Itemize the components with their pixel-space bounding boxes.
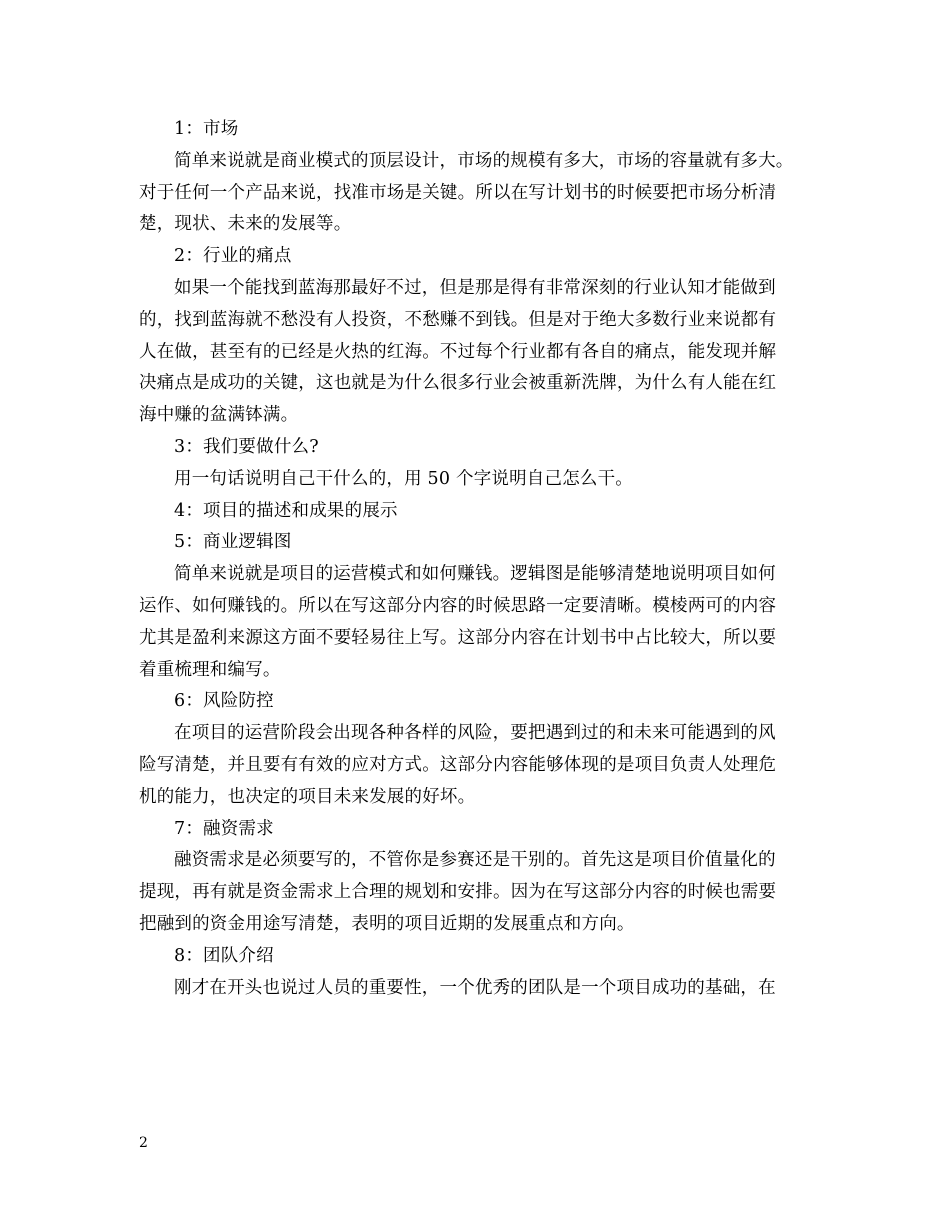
text-line: 险写清楚，并且要有有效的应对方式。这部分内容能够体现的是项目负责人处理危 [139, 754, 777, 775]
text-line: 6：风险防控 [174, 691, 274, 712]
text-line: 简单来说就是项目的运营模式和如何赚钱。逻辑图是能够清楚地说明项目如何 [174, 564, 776, 585]
text-line: 用一句话说明自己干什么的，用 50 个字说明自己怎么干。 [174, 468, 633, 489]
text-line: 提现，再有就是资金需求上合理的规划和安排。因为在写这部分内容的时候也需要 [139, 882, 777, 903]
text-line: 海中赚的盆满钵满。 [139, 405, 299, 426]
document-body [139, 114, 814, 1004]
text-line: 2：行业的痛点 [174, 246, 292, 267]
text-line: 在项目的运营阶段会出现各种各样的风险，要把遇到过的和未来可能遇到的风 [174, 723, 776, 744]
text-line: 3：我们要做什么? [174, 436, 319, 457]
text-line: 5：商业逻辑图 [174, 532, 292, 553]
text-line: 简单来说就是商业模式的顶层设计，市场的规模有多大，市场的容量就有多大。 [174, 150, 794, 171]
text-line: 人在做，甚至有的已经是火热的红海。不过每个行业都有各自的痛点，能发现并解 [139, 341, 777, 362]
text-line: 运作、如何赚钱的。所以在写这部分内容的时候思路一定要清晰。模棱两可的内容 [139, 595, 777, 616]
text-line: 8：团队介绍 [174, 945, 274, 966]
page-number: 2 [139, 1135, 148, 1151]
text-line: 1：市场 [174, 119, 239, 139]
text-line: 对于任何一个产品来说，找准市场是关键。所以在写计划书的时候要把市场分析清 [139, 182, 777, 203]
text-line: 如果一个能找到蓝海那最好不过，但是那是得有非常深刻的行业认知才能做到 [174, 277, 776, 298]
text-line: 的，找到蓝海就不愁没有人投资，不愁赚不到钱。但是对于绝大多数行业来说都有 [139, 309, 777, 330]
text-line: 把融到的资金用途写清楚，表明的项目近期的发展重点和方向。 [139, 913, 635, 934]
text-line: 刚才在开头也说过人员的重要性，一个优秀的团队是一个项目成功的基础，在 [174, 977, 776, 998]
text-line: 着重梳理和编写。 [139, 659, 281, 680]
text-line: 4：项目的描述和成果的展示 [174, 500, 398, 521]
text-line: 7：融资需求 [174, 818, 274, 839]
text-line: 融资需求是必须要写的，不管你是参赛还是干别的。首先这是项目价值量化的 [174, 850, 776, 871]
text-line: 决痛点是成功的关键，这也就是为什么很多行业会被重新洗牌，为什么有人能在红 [139, 373, 777, 394]
text-line: 机的能力，也决定的项目未来发展的好坏。 [139, 786, 476, 807]
text-line: 尤其是盈利来源这方面不要轻易往上写。这部分内容在计划书中占比较大，所以要 [139, 627, 777, 648]
text-line: 楚，现状、未来的发展等。 [139, 214, 352, 235]
